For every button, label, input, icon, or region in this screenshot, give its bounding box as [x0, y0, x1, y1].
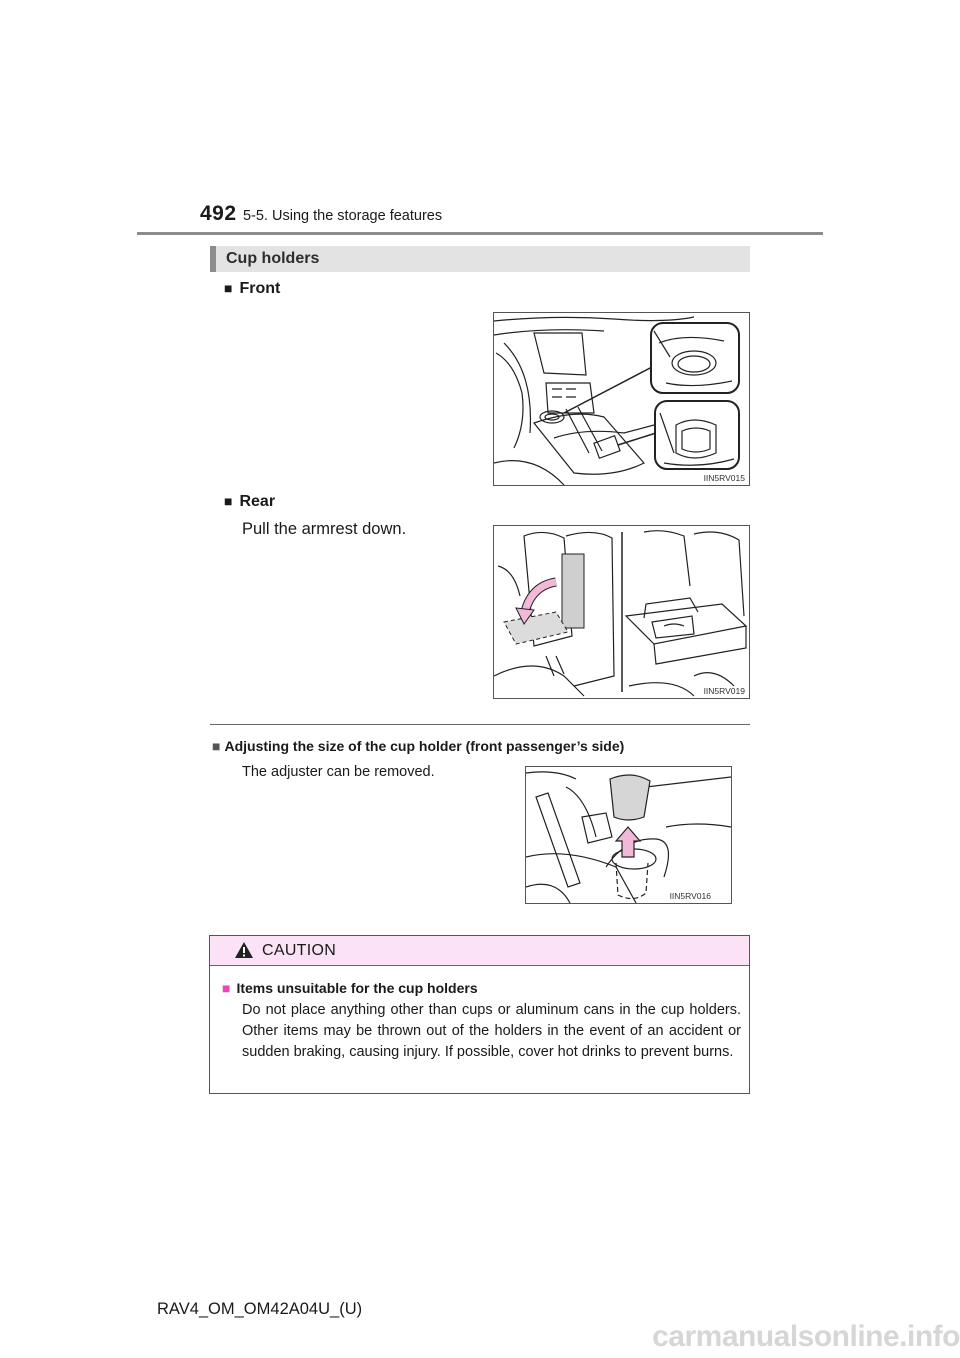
- document-code: RAV4_OM_OM42A04U_(U): [157, 1300, 363, 1318]
- caution-box: [209, 935, 750, 1094]
- rear-figure-code: IIN5RV019: [703, 686, 745, 696]
- note-text: The adjuster can be removed.: [242, 764, 435, 780]
- header-rule: [137, 232, 823, 235]
- warning-triangle-icon: [234, 941, 254, 959]
- front-heading: [224, 280, 280, 298]
- page-number: 492: [200, 202, 237, 225]
- caution-item-title: [222, 980, 478, 996]
- square-bullet-icon: ■: [222, 980, 231, 996]
- front-heading-label: Front: [239, 280, 281, 297]
- adjuster-drawing: [526, 767, 731, 903]
- caution-header: [210, 936, 749, 966]
- rear-armrest-illustration: [493, 525, 750, 699]
- note-heading: [212, 738, 624, 754]
- watermark: carmanualsonline.info: [652, 1320, 960, 1353]
- front-console-drawing: [494, 313, 749, 485]
- square-bullet-icon: ■: [224, 493, 233, 509]
- note-divider: [210, 724, 750, 725]
- section-title: Cup holders: [226, 250, 320, 267]
- rear-heading-label: Rear: [239, 493, 276, 510]
- cup-holder-adjuster-illustration: [525, 766, 732, 904]
- caution-item-title-label: Items unsuitable for the cup holders: [236, 980, 478, 996]
- note-heading-label: Adjusting the size of the cup holder (front passenger’s side): [224, 738, 625, 754]
- square-bullet-icon: ■: [212, 738, 221, 754]
- rear-heading: [224, 493, 275, 511]
- rear-armrest-drawing: [494, 526, 749, 698]
- caution-title: CAUTION: [262, 942, 337, 959]
- adjuster-figure-code: IIN5RV016: [669, 891, 711, 901]
- rear-instruction: Pull the armrest down.: [242, 520, 407, 538]
- section-title-bar: [210, 246, 750, 272]
- front-cup-holder-illustration: [493, 312, 750, 486]
- caution-body: Do not place anything other than cups or aluminum cans in the cup holders. Other items may be thrown out of the holders in the event of an accident or sudden braking, causing injury. If possible, cover hot drinks to prevent burns.: [242, 1002, 741, 1060]
- section-label: 5-5. Using the storage features: [243, 208, 443, 224]
- square-bullet-icon: ■: [224, 280, 233, 296]
- front-figure-code: IIN5RV015: [703, 473, 745, 483]
